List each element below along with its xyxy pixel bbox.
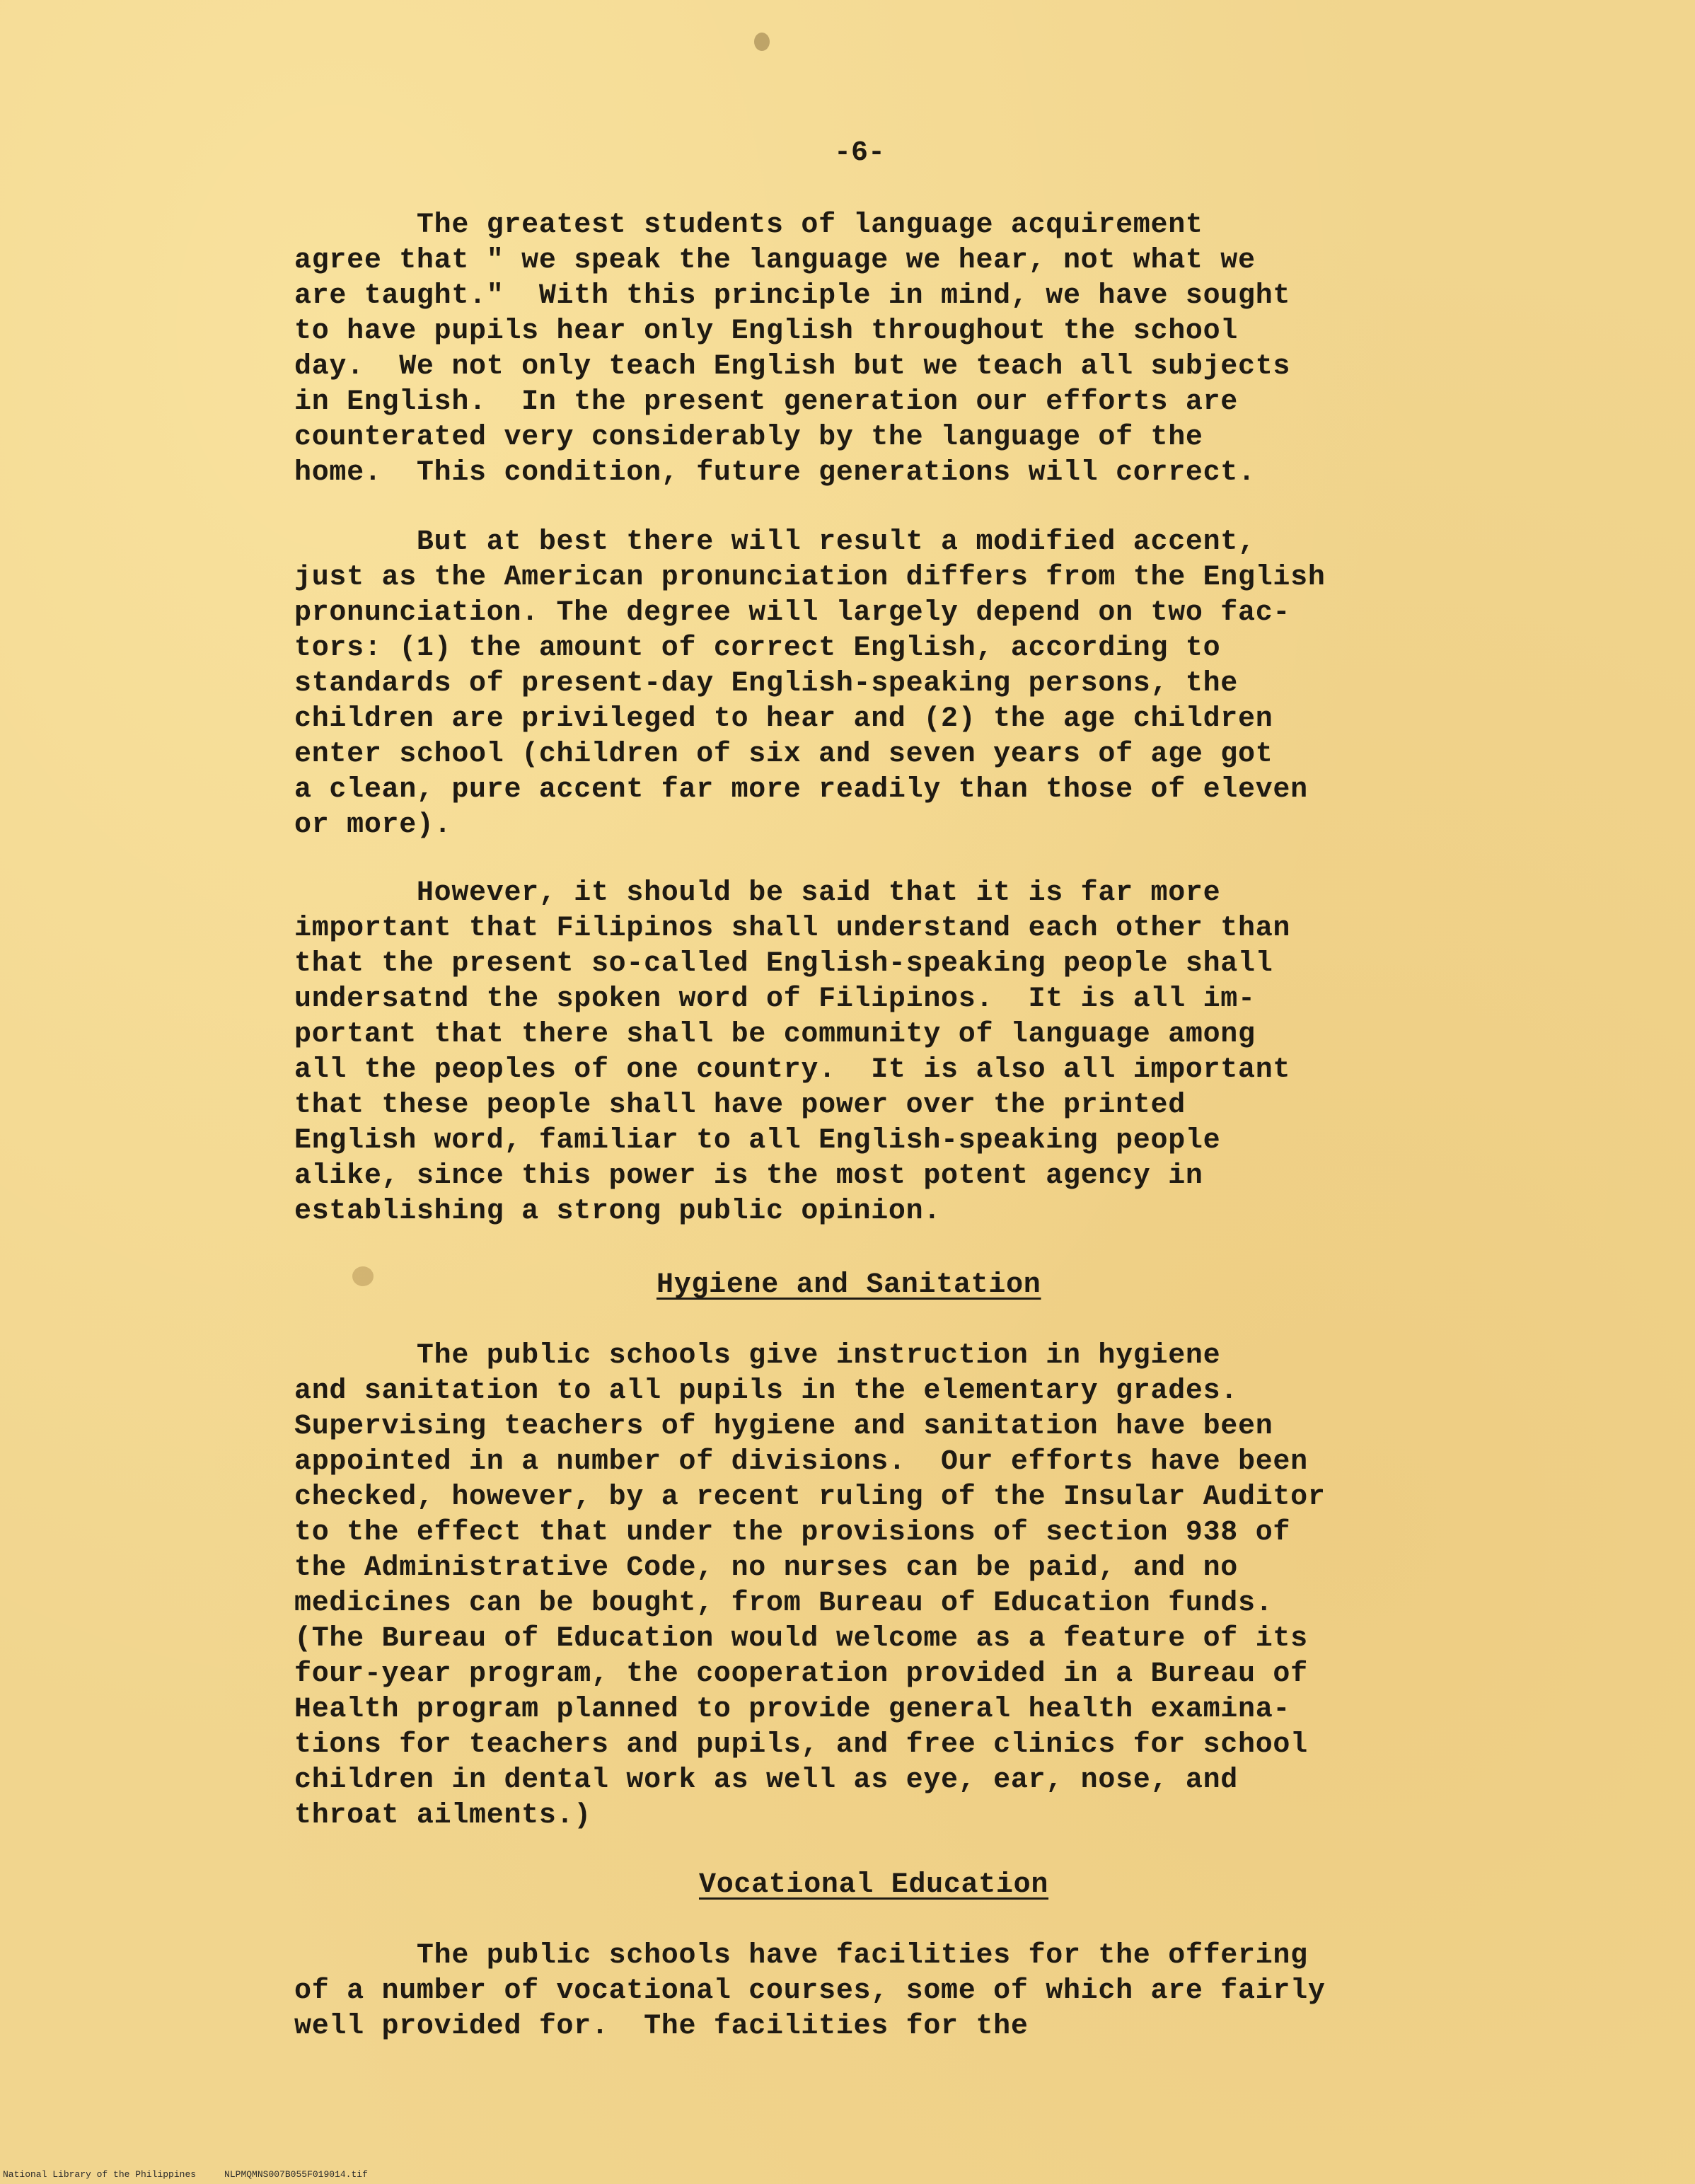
text-line: are taught." With this principle in mind, we have sought: [294, 280, 1291, 312]
text-line: and sanitation to all pupils in the elementary grades.: [294, 1375, 1239, 1407]
text-line: important that Filipinos shall understand each other than: [294, 913, 1291, 944]
footer-file-id: NLPMQMNS007B055F019014.tif: [224, 2169, 368, 2180]
text-line: tors: (1) the amount of correct English, according to: [294, 632, 1221, 664]
text-line: just as the American pronunciation differs from the English: [294, 562, 1326, 594]
text-line: enter school (children of six and seven years of age got: [294, 739, 1273, 770]
text-line: or more).: [294, 809, 452, 841]
text-line: establishing a strong public opinion.: [294, 1196, 942, 1227]
text-line: Supervising teachers of hygiene and sanitation have been: [294, 1411, 1273, 1443]
text-line: pronunciation. The degree will largely depend on two fac-: [294, 597, 1291, 629]
text-line: agree that " we speak the language we hear, not what we: [294, 245, 1256, 277]
text-line: The greatest students of language acquirement: [294, 209, 1203, 241]
text-line: the Administrative Code, no nurses can be paid, and no: [294, 1552, 1239, 1584]
text-line: a clean, pure accent far more readily than those of eleven: [294, 774, 1308, 806]
ink-smudge: [352, 1266, 374, 1286]
text-line: standards of present-day English-speaking persons, the: [294, 668, 1239, 700]
paragraph-hygiene-instruction: [294, 1339, 1426, 1834]
paragraph-community-of-language: [294, 876, 1426, 1230]
text-line: throat ailments.): [294, 1800, 591, 1832]
text-line: However, it should be said that it is far more: [294, 877, 1221, 909]
text-line: checked, however, by a recent ruling of the Insular Auditor: [294, 1481, 1326, 1513]
heading-hygiene-and-sanitation: Hygiene and Sanitation: [656, 1269, 1041, 1301]
text-line: home. This condition, future generations will correct.: [294, 457, 1256, 489]
text-line: four-year program, the cooperation provided in a Bureau of: [294, 1658, 1308, 1690]
text-line: children are privileged to hear and (2) the age children: [294, 703, 1273, 735]
text-line: counterated very considerably by the language of the: [294, 422, 1203, 453]
text-line: The public schools give instruction in hygiene: [294, 1340, 1221, 1372]
text-line: (The Bureau of Education would welcome as a feature of its: [294, 1623, 1308, 1655]
text-line: that the present so-called English-speaking people shall: [294, 948, 1273, 980]
text-line: that these people shall have power over the printed: [294, 1090, 1186, 1121]
heading-vocational-education: Vocational Education: [699, 1869, 1049, 1901]
paragraph-language-acquirement: [294, 208, 1426, 491]
text-line: medicines can be bought, from Bureau of Education funds.: [294, 1588, 1273, 1619]
text-line: The public schools have facilities for the offering: [294, 1940, 1308, 1972]
paragraph-modified-accent: [294, 525, 1426, 843]
text-line: day. We not only teach English but we teach all subjects: [294, 351, 1291, 383]
text-line: well provided for. The facilities for the: [294, 2011, 1029, 2043]
text-line: undersatnd the spoken word of Filipinos. It is all im-: [294, 983, 1256, 1015]
text-line: appointed in a number of divisions. Our efforts have been: [294, 1446, 1308, 1478]
text-line: tions for teachers and pupils, and free clinics for school: [294, 1729, 1308, 1761]
text-line: portant that there shall be community of language among: [294, 1019, 1256, 1051]
text-line: to have pupils hear only English throughout the school: [294, 316, 1239, 347]
archive-footer: [3, 2169, 368, 2180]
footer-library-name: National Library of the Philippines: [3, 2169, 197, 2180]
text-line: of a number of vocational courses, some of which are fairly: [294, 1975, 1326, 2007]
text-line: But at best there will result a modified accent,: [294, 526, 1256, 558]
text-line: to the effect that under the provisions of section 938 of: [294, 1517, 1291, 1549]
text-line: English word, familiar to all English-speaking people: [294, 1125, 1221, 1157]
text-line: alike, since this power is the most potent agency in: [294, 1160, 1203, 1192]
text-line: Health program planned to provide general health examina-: [294, 1694, 1291, 1726]
paragraph-vocational-courses: [294, 1939, 1426, 2045]
ink-smudge: [754, 33, 770, 51]
text-line: children in dental work as well as eye, ear, nose, and: [294, 1764, 1239, 1796]
text-line: in English. In the present generation our efforts are: [294, 386, 1239, 418]
text-line: all the peoples of one country. It is also all important: [294, 1054, 1291, 1086]
page-number: -6-: [833, 137, 885, 169]
